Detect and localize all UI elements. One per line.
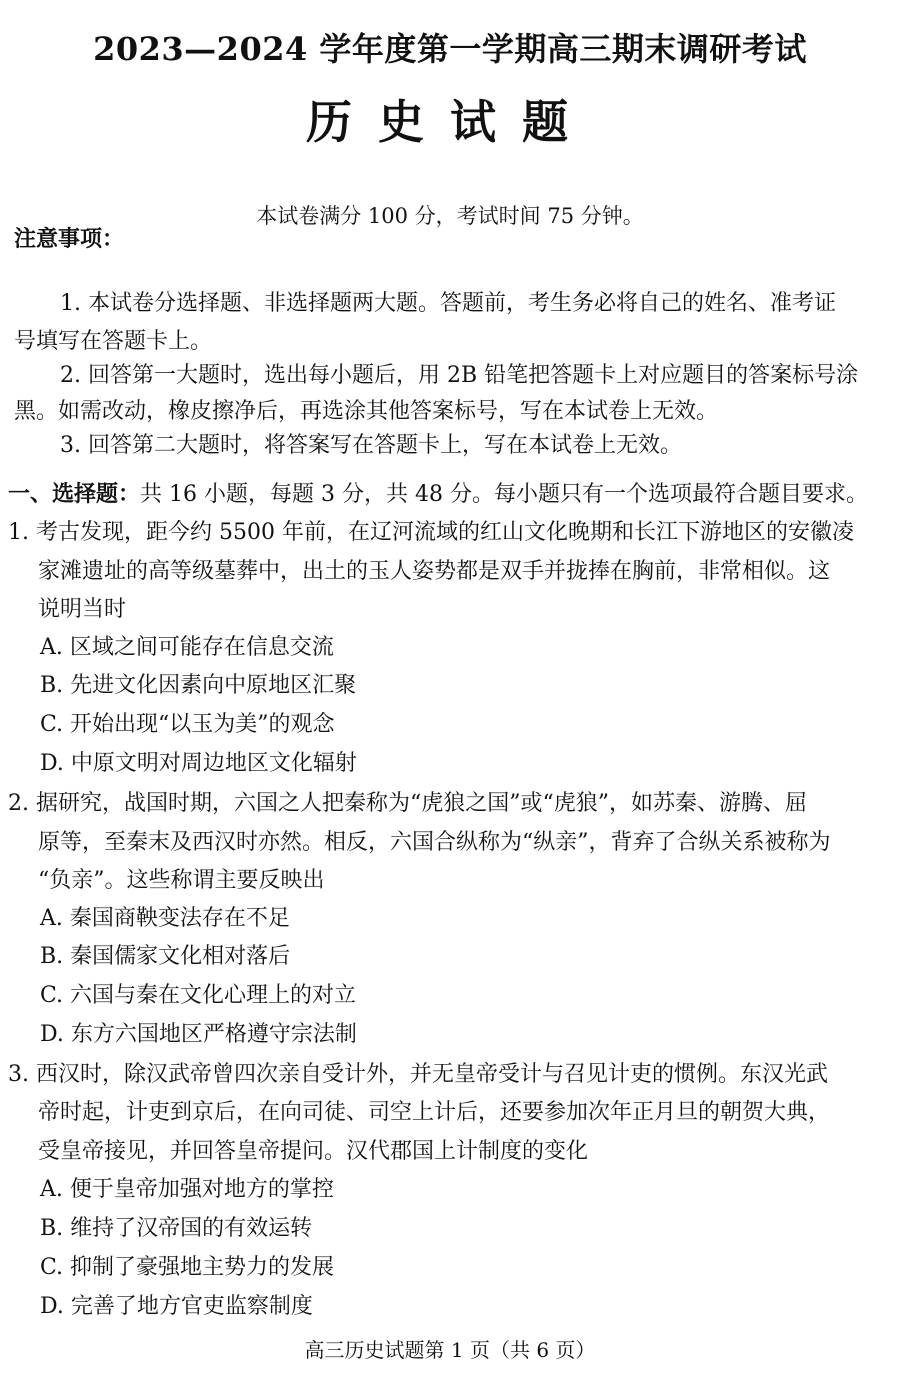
question-2-stem: 原等，至秦末及西汉时亦然。相反，六国合纵称为“纵亲”，背弃了合纵关系被称为: [38, 830, 831, 855]
question-3-stem: 受皇帝接见，并回答皇帝提问。汉代郡国上计制度的变化: [38, 1139, 589, 1164]
section-heading: [8, 480, 868, 509]
question-1-stem: 1. 考古发现，距今约 5500 年前，在辽河流域的红山文化晚期和长江下游地区的安徽凌: [8, 520, 854, 545]
question-1-option-a: A. 区域之间可能存在信息交流: [40, 635, 334, 660]
question-2-option-c: C. 六国与秦在文化心理上的对立: [40, 983, 357, 1008]
question-2-option-b: B. 秦国儒家文化相对落后: [40, 944, 291, 969]
page-footer: 高三历史试题第 1 页（共 6 页）: [304, 1338, 596, 1362]
note-line: 1. 本试卷分选择题、非选择题两大题。答题前，考生务必将自己的姓名、准考证: [60, 291, 836, 316]
question-2-option-a: A. 秦国商鞅变法存在不足: [40, 906, 290, 931]
question-1-option-b: B. 先进文化因素向中原地区汇聚: [40, 673, 357, 698]
question-3-option-b: B. 维持了汉帝国的有效运转: [40, 1216, 313, 1241]
note-line: 3. 回答第二大题时，将答案写在答题卡上，写在本试卷上无效。: [60, 433, 682, 458]
notes-heading: 注意事项：: [14, 226, 125, 252]
section-instruction: 共 16 小题，每题 3 分，共 48 分。每小题只有一个选项最符合题目要求。: [140, 482, 868, 507]
note-line: 黑。如需改动，橡皮擦净后，再选涂其他答案标号，写在本试卷上无效。: [14, 399, 719, 424]
question-1-option-d: D. 中原文明对周边地区文化辐射: [40, 751, 357, 776]
question-2-stem: 2. 据研究，战国时期，六国之人把秦称为“虎狼之国”或“虎狼”，如苏秦、游腾、屈: [8, 791, 807, 816]
subject-title: 历史试题: [306, 95, 594, 149]
question-1-stem: 说明当时: [38, 597, 127, 622]
note-line: 号填写在答题卡上。: [14, 329, 213, 354]
note-line: 2. 回答第一大题时，选出每小题后，用 2B 铅笔把答题卡上对应题目的答案标号涂: [60, 363, 859, 388]
question-2-option-d: D. 东方六国地区严格遵守宗法制: [40, 1022, 357, 1047]
question-3-stem: 3. 西汉时，除汉武帝曾四次亲自受计外，并无皇帝受计与召见计吏的惯例。东汉光武: [8, 1062, 828, 1087]
question-3-option-c: C. 抑制了豪强地主势力的发展: [40, 1255, 335, 1280]
exam-info: 本试卷满分 100 分，考试时间 75 分钟。: [256, 204, 644, 228]
question-3-stem: 帝时起，计吏到京后，在向司徒、司空上计后，还要参加次年正月旦的朝贺大典，: [38, 1100, 831, 1125]
question-1-stem: 家滩遗址的高等级墓葬中，出土的玉人姿势都是双手并拢捧在胸前，非常相似。这: [38, 559, 831, 584]
question-3-option-d: D. 完善了地方官吏监察制度: [40, 1294, 313, 1319]
question-3-option-a: A. 便于皇帝加强对地方的掌控: [40, 1177, 334, 1202]
question-2-stem: “负亲”。这些称谓主要反映出: [38, 868, 325, 893]
exam-title: 2023—2024 学年度第一学期高三期末调研考试: [93, 30, 807, 68]
section-label: 一、选择题：: [8, 481, 141, 507]
question-1-option-c: C. 开始出现“以玉为美”的观念: [40, 712, 335, 737]
